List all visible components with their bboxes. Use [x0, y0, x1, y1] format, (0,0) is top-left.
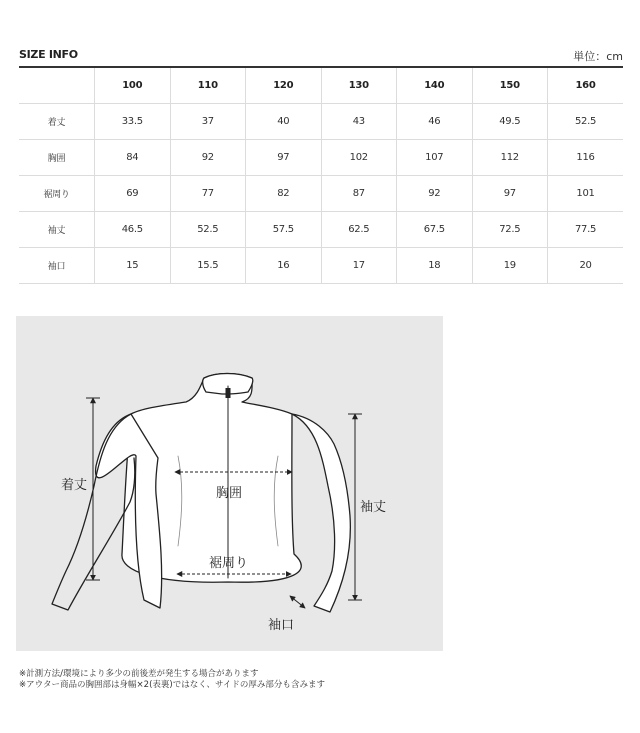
row-label: 袖丈 [19, 212, 95, 248]
table-cell: 67.5 [397, 212, 473, 248]
table-cell: 92 [397, 176, 473, 212]
table-cell: 107 [397, 140, 473, 176]
header-cell: 120 [246, 67, 322, 104]
row-label: 胸囲 [19, 140, 95, 176]
hem-label: 裾周り [209, 556, 249, 571]
table-cell: 40 [246, 104, 322, 140]
cuff-arrow [290, 596, 305, 608]
table-cell: 77.5 [548, 212, 624, 248]
header-cell [19, 67, 95, 104]
cuff-label: 袖口 [268, 618, 295, 633]
table-cell: 15.5 [170, 248, 246, 284]
table-cell: 82 [246, 176, 322, 212]
header-cell: 150 [472, 67, 548, 104]
table-cell: 52.5 [548, 104, 624, 140]
table-row [19, 212, 623, 248]
table-cell: 18 [397, 248, 473, 284]
table-cell: 33.5 [95, 104, 171, 140]
length-label: 着丈 [61, 478, 88, 493]
size-info-header [19, 48, 623, 64]
table-cell: 69 [95, 176, 171, 212]
table-cell: 46 [397, 104, 473, 140]
size-info-title: SIZE INFO [19, 48, 78, 61]
table-cell: 87 [321, 176, 397, 212]
table-cell: 72.5 [472, 212, 548, 248]
row-label: 着丈 [19, 104, 95, 140]
chest-label: 胸囲 [216, 486, 243, 501]
table-cell: 49.5 [472, 104, 548, 140]
note-line: ※計測方法/環境により多少の前後差が発生する場合があります [19, 669, 259, 679]
table-cell: 92 [170, 140, 246, 176]
row-label: 袖口 [19, 248, 95, 284]
note-line: ※アウター商品の胸囲部は身幅×2(表裏)ではなく、サイドの厚み部分も含みます [19, 680, 325, 690]
table-cell: 116 [548, 140, 624, 176]
table-cell: 15 [95, 248, 171, 284]
size-table [19, 66, 623, 284]
table-cell: 20 [548, 248, 624, 284]
table-cell: 52.5 [170, 212, 246, 248]
header-cell: 110 [170, 67, 246, 104]
table-cell: 84 [95, 140, 171, 176]
unit-label: 単位：cm [573, 50, 623, 63]
table-row [19, 176, 623, 212]
table-cell: 57.5 [246, 212, 322, 248]
table-cell: 97 [246, 140, 322, 176]
table-cell: 101 [548, 176, 624, 212]
notes [19, 669, 325, 691]
measurement-diagram [16, 316, 443, 651]
table-cell: 46.5 [95, 212, 171, 248]
table-cell: 102 [321, 140, 397, 176]
table-row [19, 248, 623, 284]
header-cell: 100 [95, 67, 171, 104]
table-row [19, 140, 623, 176]
table-cell: 112 [472, 140, 548, 176]
header-cell: 160 [548, 67, 624, 104]
sleeve-label: 袖丈 [360, 500, 387, 515]
row-label: 裾周り [19, 176, 95, 212]
table-cell: 17 [321, 248, 397, 284]
table-cell: 19 [472, 248, 548, 284]
table-cell: 16 [246, 248, 322, 284]
header-cell: 130 [321, 67, 397, 104]
zipper-pull [226, 388, 231, 398]
header-cell: 140 [397, 67, 473, 104]
size-table-header-row [19, 67, 623, 104]
table-cell: 97 [472, 176, 548, 212]
table-row [19, 104, 623, 140]
table-cell: 77 [170, 176, 246, 212]
right-sleeve-outline [292, 414, 350, 612]
table-cell: 37 [170, 104, 246, 140]
table-cell: 62.5 [321, 212, 397, 248]
table-cell: 43 [321, 104, 397, 140]
